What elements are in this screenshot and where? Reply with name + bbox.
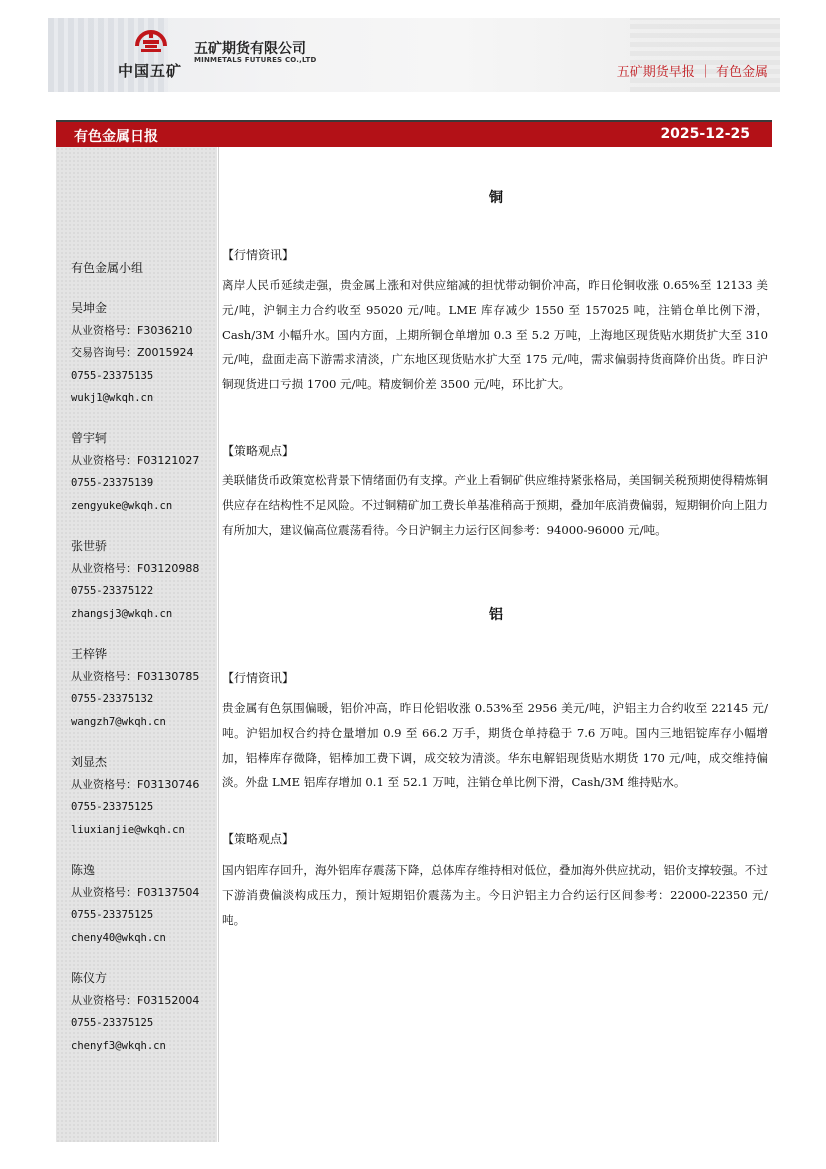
analyst-card xyxy=(71,297,194,410)
banner-building-right xyxy=(630,18,780,92)
analyst-license: 从业资格号：F03130785 xyxy=(71,669,200,683)
analyst-name: 张世骄 xyxy=(71,539,108,553)
analyst-card xyxy=(71,643,199,733)
copper-strategy-text: 美联储货币政策宽松背景下情绪面仍有支撑。产业上看铜矿供应维持紧张格局，美国铜关税预期使得精炼铜供应存在结构性不足风险。不过铜精矿加工费长单基准稍高于预期，叠加年底消费偏弱，短期铜价向上阻力有所加大，建议偏高位震荡看待。今日沪铜主力运行区间参考：94000-96000 元/吨。 xyxy=(222,473,768,537)
analyst-license: 从业资格号：F03152004 xyxy=(71,993,200,1007)
analyst-card xyxy=(71,427,199,517)
analyst-email: chenyf3@wkqh.cn xyxy=(71,1039,166,1052)
analyst-email: cheny40@wkqh.cn xyxy=(71,931,166,944)
analyst-license: 从业资格号：F3036210 xyxy=(71,323,193,337)
analyst-name: 陈仪方 xyxy=(71,971,108,985)
logo-text: 中国五矿 xyxy=(118,62,183,80)
analyst-card xyxy=(71,751,199,841)
aluminum-market-text: 贵金属有色氛围偏暖，铝价冲高，昨日伦铝收涨 0.53%至 2956 美元/吨，沪铝主力合约收至 22145 元/吨。沪铝加权合约持仓量增加 0.9 至 66.2 万手，期货仓单持稳于 7.6 万吨。国内三地铝锭库存小幅增加，铝棒库存微降，铝棒加工费下调，成交较为清淡。华东电解铝现货贴水期货 170 元/吨，成交维持偏淡。外盘 LME 铝库存增加 0.1 至 52.1 万吨，注销仓单比例下滑，Cash/3M 维持贴水。 xyxy=(222,701,768,790)
group-title: 有色金属小组 xyxy=(71,261,144,275)
analyst-phone: 0755-23375122 xyxy=(71,585,154,597)
analyst-email: wangzh7@wkqh.cn xyxy=(71,715,166,728)
analyst-license: 从业资格号：F03137504 xyxy=(71,885,200,899)
analyst-license: 从业资格号：F03130746 xyxy=(71,777,200,791)
analyst-phone: 0755-23375132 xyxy=(71,693,154,705)
analyst-email: liuxianjie@wkqh.cn xyxy=(71,823,185,836)
copper-strategy-label: 【策略观点】 xyxy=(222,444,295,458)
copper-market-text: 离岸人民币延续走强，贵金属上涨和对供应缩减的担忧带动铜价冲高，昨日伦铜收涨 0.65%至 12133 美元/吨，沪铜主力合约收至 95020 元/吨。LME 库存减少 1550 至 157025 吨，注销仓单比例下滑，Cash/3M 小幅升水。国内方面，上期所铜仓单增加 0.3 至 5.2 万吨，上海地区现货贴水期货扩大至 310 元/吨，盘面走高下游需求清淡，广东地区现货贴水扩大至 175 元/吨，需求偏弱持货商降价出货。昨日沪铜现货进口亏损 1700 元/吨。精废铜价差 3500 元/吨，环比扩大。 xyxy=(222,278,768,392)
copper-section-title: 铜 xyxy=(489,190,503,206)
analyst-name: 陈逸 xyxy=(71,863,96,877)
analyst-phone: 0755-23375125 xyxy=(71,1017,154,1029)
aluminum-section-title: 铝 xyxy=(489,607,503,623)
analyst-name: 曾宇轲 xyxy=(71,431,108,445)
title-bar xyxy=(56,120,772,147)
report-title: 有色金属日报 xyxy=(74,129,158,145)
report-date: 2025-12-25 xyxy=(660,126,750,142)
copper-market-label: 【行情资讯】 xyxy=(222,248,295,262)
analyst-card xyxy=(71,535,199,625)
analyst-phone: 0755-23375139 xyxy=(71,477,154,489)
analyst-email: zengyuke@wkqh.cn xyxy=(71,499,173,512)
company-name-en: MINMETALS FUTURES CO.,LTD xyxy=(194,56,317,64)
analyst-consult-license: 交易咨询号：Z0015924 xyxy=(71,346,194,359)
analyst-card xyxy=(71,967,199,1057)
aluminum-market-label: 【行情资讯】 xyxy=(222,671,295,685)
aluminum-strategy-text: 国内铝库存回升，海外铝库存震荡下降，总体库存维持相对低位，叠加海外供应扰动，铝价支撑较强。不过下游消费偏淡构成压力，预计短期铝价震荡为主。今日沪铝主力合约运行区间参考：22000-22350 元/吨。 xyxy=(222,863,768,927)
analyst-license: 从业资格号：F03120988 xyxy=(71,561,200,575)
analyst-card xyxy=(71,859,199,949)
analyst-email: zhangsj3@wkqh.cn xyxy=(71,607,173,620)
analyst-phone: 0755-23375125 xyxy=(71,801,154,813)
analyst-license: 从业资格号：F03121027 xyxy=(71,453,200,467)
analyst-phone: 0755-23375125 xyxy=(71,909,154,921)
analyst-name: 王梓铧 xyxy=(71,647,108,661)
analyst-sidebar xyxy=(56,147,217,1142)
analyst-name: 吴坤金 xyxy=(71,301,108,315)
company-name-cn: 五矿期货有限公司 xyxy=(194,41,306,57)
analyst-phone: 0755-23375135 xyxy=(71,369,154,382)
column-divider xyxy=(218,147,219,1142)
minmetals-logo-icon xyxy=(134,26,168,60)
analyst-email: wukj1@wkqh.cn xyxy=(71,392,154,404)
header-banner xyxy=(48,18,780,92)
aluminum-strategy-label: 【策略观点】 xyxy=(222,832,295,846)
analyst-name: 刘显杰 xyxy=(71,755,108,769)
report-tagline: 五矿期货早报 ｜ 有色金属 xyxy=(616,65,768,80)
